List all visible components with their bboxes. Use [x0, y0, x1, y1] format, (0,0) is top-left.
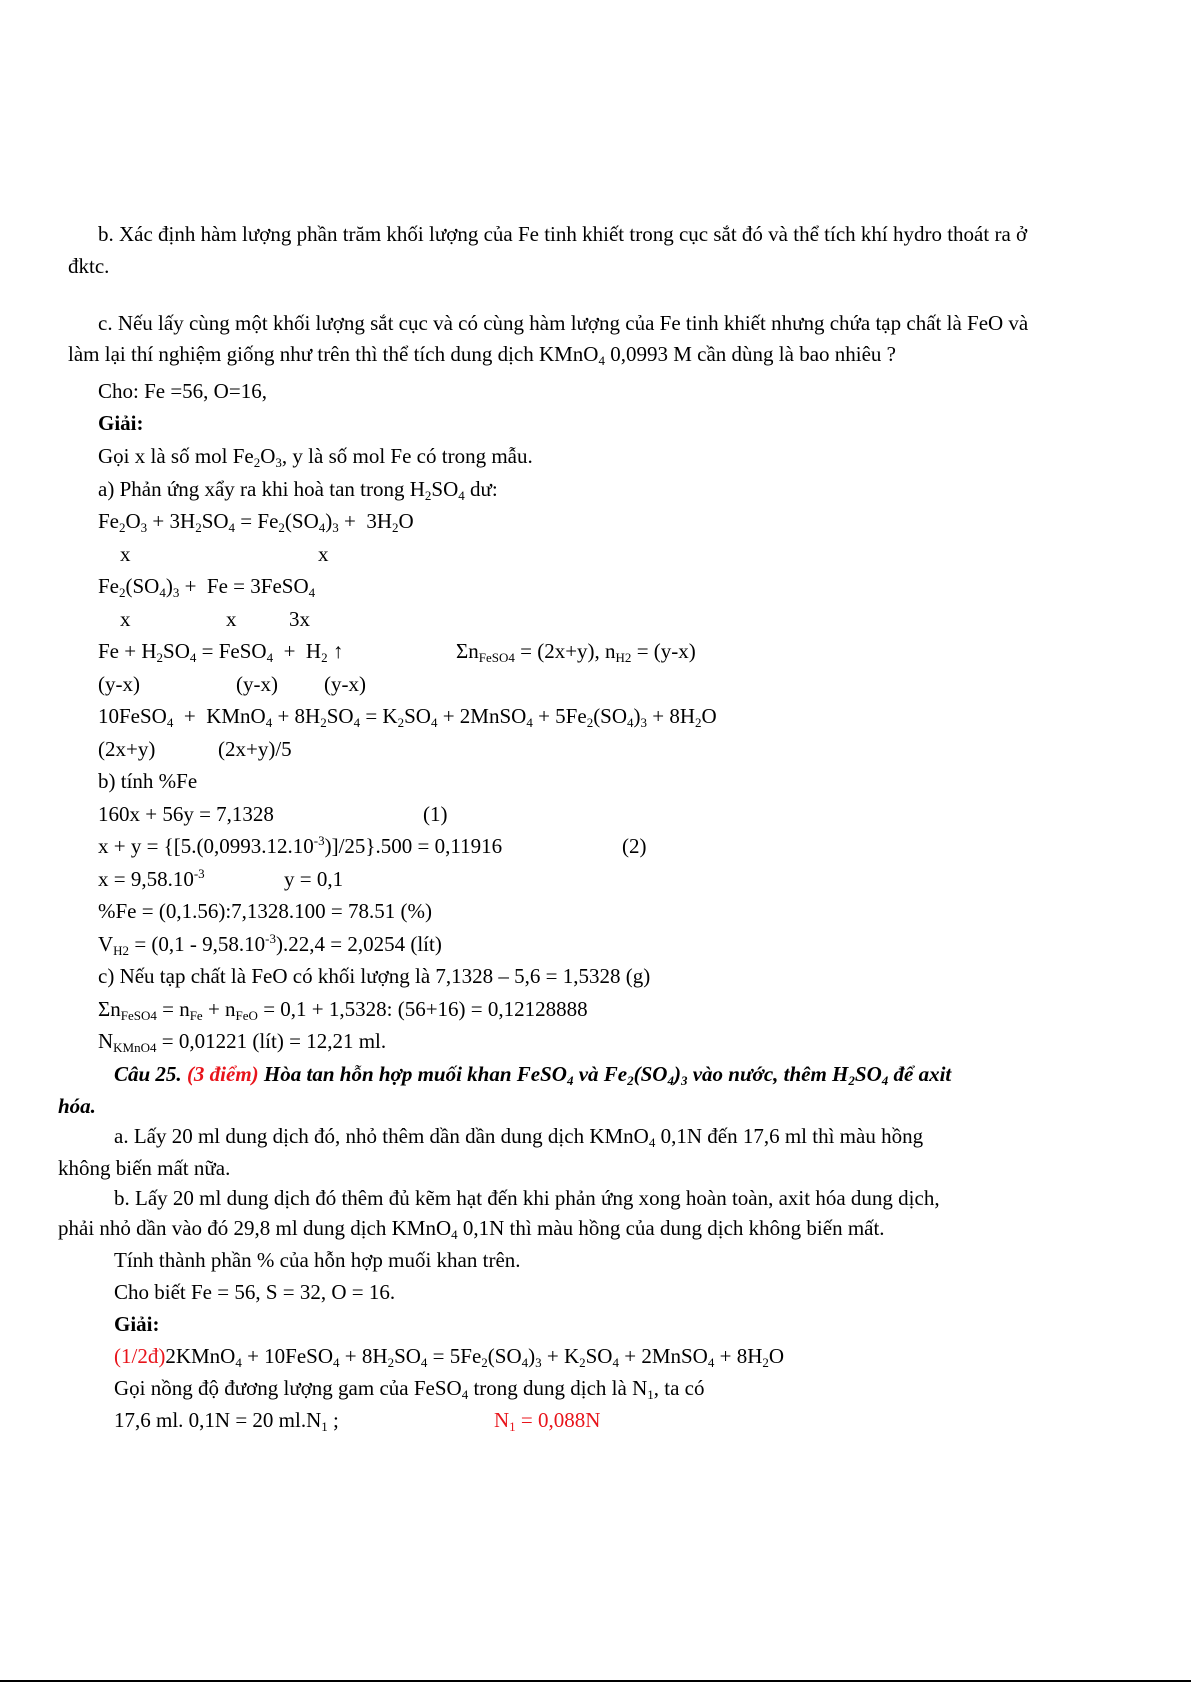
percent-fe: %Fe = (0,1.56):7,1328.100 = 78.51 (%)	[98, 899, 432, 923]
reaction-3-moles: (y-x)	[236, 672, 278, 696]
mole-sum-c: $\Sigma n_{FeSO4} = n_{Fe} + n_{FeO} = 0,1 + 1,5328$: (56+16) = 0,12128888	[98, 997, 588, 1023]
part-b-label: b) tính %Fe	[98, 769, 198, 793]
reaction-2-moles: x	[120, 607, 131, 631]
q25-calculation: 17,6 ml. 0,1N = 20 $ml.N_1$ ;	[114, 1408, 339, 1434]
q25-part-a-line-1: a. Lấy 20 ml dung dịch đó, nhỏ thêm dần dần dung dịch KMnO$_4$ 0,1N đến 17,6 ml thì màu hồng	[114, 1124, 924, 1150]
reaction-2-moles: 3x	[289, 607, 310, 631]
part-b-line-1: b. Xác định hàm lượng phần trăm khối lượng của Fe tinh khiết trong cục sắt đó và thể tích khí hydro thoát ra ở	[98, 222, 1028, 246]
solution-label: Giải:	[98, 411, 144, 435]
q25-part-a-line-2: không biến mất nữa.	[58, 1156, 231, 1180]
reaction-1: $Fe_2O_3 + 3H_2SO_4 = Fe_2(SO_4)_3 + 3H_2O$	[98, 509, 414, 535]
reaction-3-moles: (y-x)	[324, 672, 366, 696]
q25-part-b-line-1: b. Lấy 20 ml dung dịch đó thêm đủ kẽm hạt đến khi phản ứng xong hoàn toàn, axit hóa dung dịch,	[114, 1186, 940, 1210]
part-c-line-2: làm lại thí nghiệm giống như trên thì thể tích dung dịch KMnO$_4$ 0,0993 M cần dùng là bao nhiêu ?	[68, 342, 897, 368]
question-25-heading: Câu 25. (3 điểm) Hòa tan hỗn hợp muối khan FeSO$_4$ và $Fe_2(SO_4)_3$ vào nước, thêm $H_2SO_4$ để axit	[114, 1062, 952, 1088]
q25-reaction: (1/2đ)2KMnO$_4$ + 10FeSO$_4$ + $8H_2SO_4 = 5Fe_2(SO_4)_3 + K_2SO_4$ + 2MnSO$_4$ + $8H_2O$	[114, 1344, 785, 1370]
kmno4-volume: $N_{KMnO4} = 0,01221$ (lít) = 12,21 ml.	[98, 1029, 387, 1055]
q25-task: Tính thành phần % của hỗn hợp muối khan trên.	[114, 1248, 521, 1272]
q25-part-b-line-2: phải nhỏ dần vào đó 29,8 ml dung dịch KMnO$_4$ 0,1N thì màu hồng của dung dịch không biến mất.	[58, 1216, 885, 1242]
part-b-line-2: đktc.	[68, 254, 110, 278]
q25-solution-label: Giải:	[114, 1312, 160, 1336]
reaction-1-moles: x	[120, 542, 131, 566]
page-bottom-rule	[0, 1680, 1191, 1682]
q25-result: $N_1 = 0,088N$	[494, 1408, 601, 1434]
part-a-label: a) Phản ứng xẩy ra khi hoà tan trong $H_2SO_4$ dư:	[98, 477, 498, 503]
reaction-4-moles: (2x+y)/5	[218, 737, 292, 761]
y-value: y = 0,1	[284, 867, 344, 891]
given-masses: Cho: Fe =56, O=16,	[98, 379, 267, 403]
volume-h2: $V_{H2} = (0,1 - 9,58.10^{-3}).22,4 = 2,0254$ (lít)	[98, 931, 442, 958]
q25-normality-def: Gọi nồng độ đương lượng gam của FeSO$_4$ trong dung dịch là $N_1$, ta có	[114, 1376, 705, 1402]
equation-1-number: (1)	[423, 802, 448, 826]
reaction-4-moles: (2x+y)	[98, 737, 156, 761]
part-c-solution: c) Nếu tạp chất là FeO có khối lượng là 7,1328 – 5,6 = 1,5328 (g)	[98, 964, 651, 988]
x-value: $x = 9,58.10^{-3}$	[98, 866, 205, 891]
equation-2: $x + y = \{[5.(0,0993.12.10^{-3})]/25\}.500 = 0,11916$	[98, 833, 503, 858]
equation-1: 160x + 56y = 7,1328	[98, 802, 274, 826]
part-c-line-1: c. Nếu lấy cùng một khối lượng sắt cục và có cùng hàm lượng của Fe tinh khiết nhưng chứa tạp chất là FeO và	[98, 311, 1029, 335]
question-25-heading-cont: hóa.	[58, 1094, 96, 1118]
reaction-2-moles: x	[226, 607, 237, 631]
reaction-3-moles: (y-x)	[98, 672, 140, 696]
reaction-4: 10FeSO$_4$ + KMnO$_4$ + $8H_2SO_4 = K_2SO_4$ + 2MnSO$_4$ + $5Fe_2(SO_4)_3 + 8H_2O$	[98, 704, 717, 730]
mole-sum-formula: $\Sigma n_{FeSO4} = (2x+y)$, $n_{H2} = (y-x)$	[456, 639, 696, 665]
score-badge: (1/2đ)	[114, 1344, 166, 1368]
variable-definition: Gọi x là số mol $Fe_2O_3$, y là số mol Fe có trong mẫu.	[98, 444, 533, 470]
reaction-3: $Fe + H_2SO_4$ = FeSO$_4$ + $H_2$ ↑	[98, 639, 344, 665]
reaction-1-moles: x	[318, 542, 329, 566]
q25-given: Cho biết Fe = 56, S = 32, O = 16.	[114, 1280, 396, 1304]
reaction-2: $Fe_2(SO_4)_3 + Fe$ = 3FeSO$_4$	[98, 574, 316, 600]
equation-2-number: (2)	[622, 834, 647, 858]
